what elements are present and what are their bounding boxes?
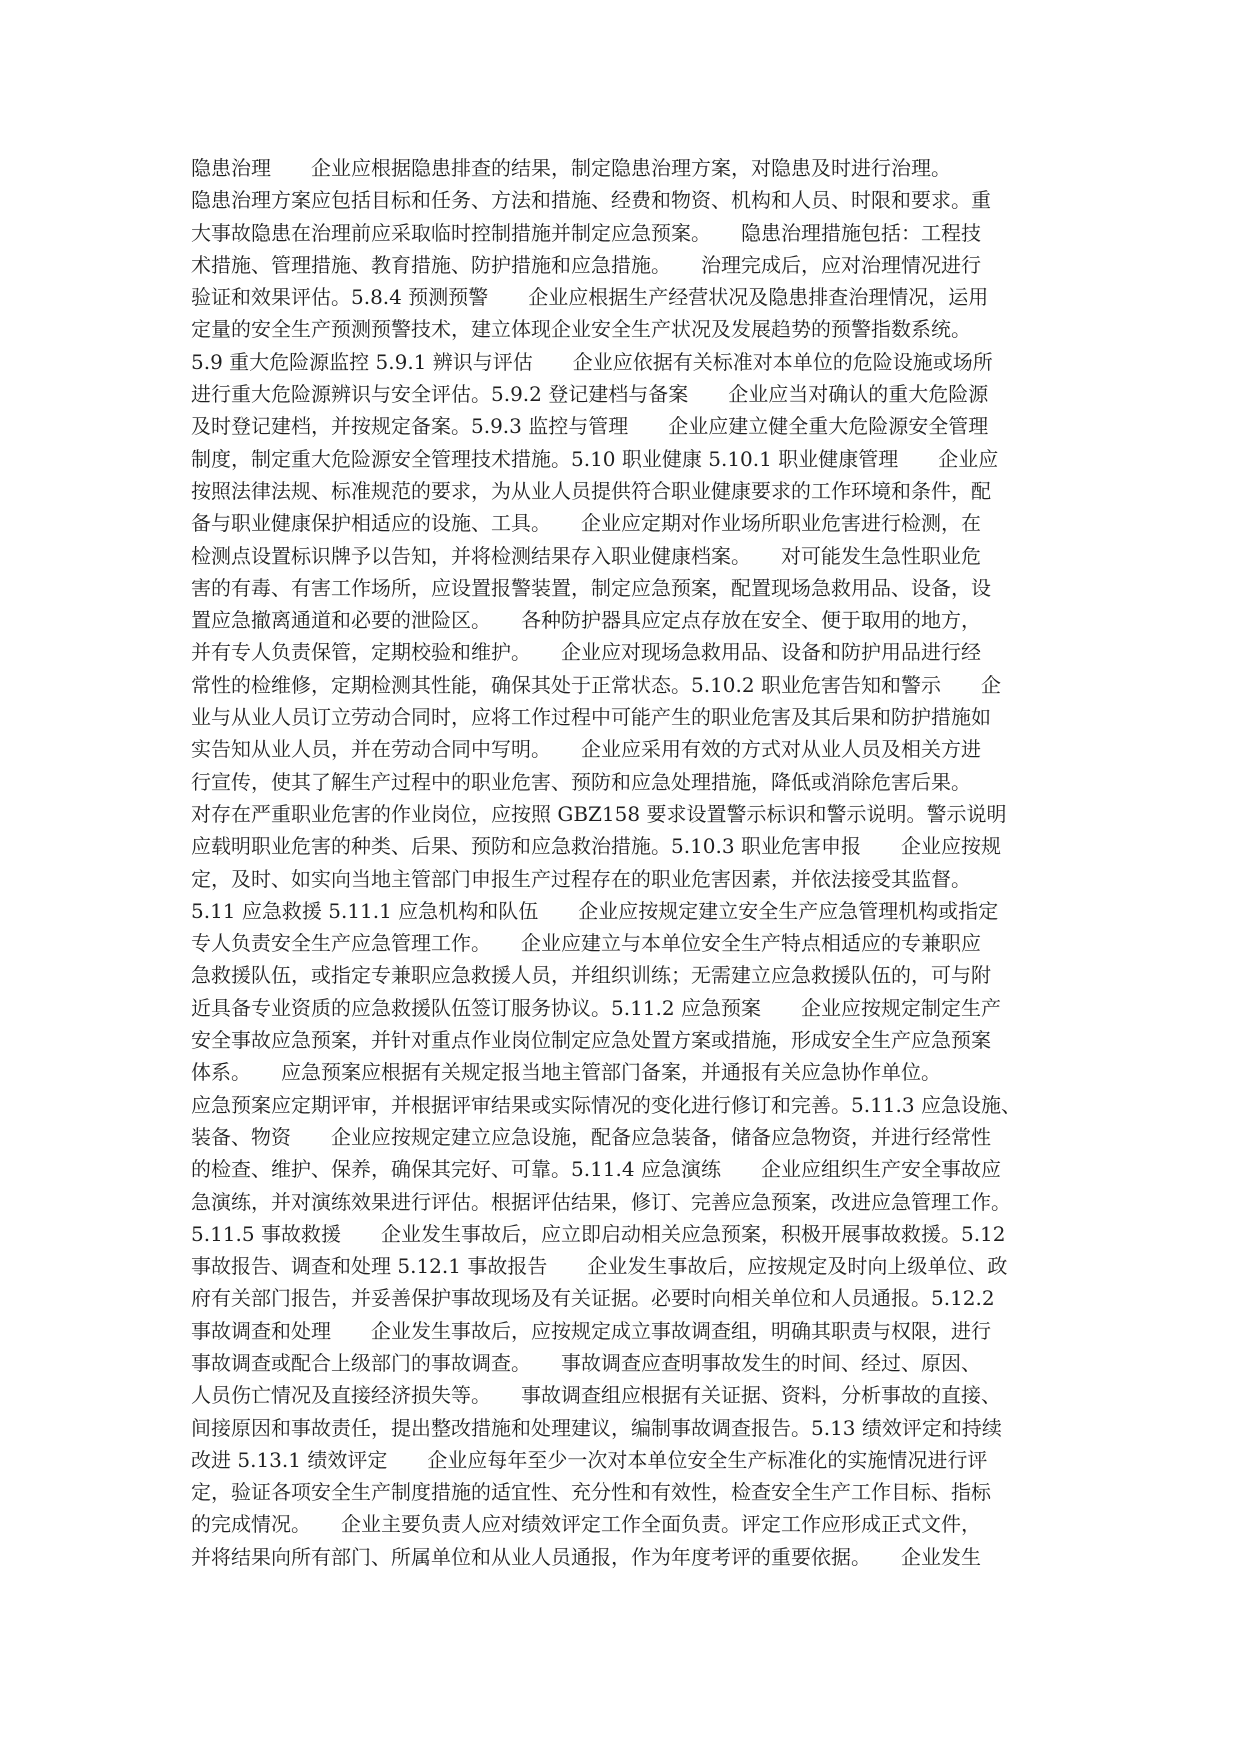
text-line: 术措施、管理措施、教育措施、防护措施和应急措施。 治理完成后，应对治理情况进行 xyxy=(191,252,981,277)
text-line: 备与职业健康保护相适应的设施、工具。 企业应定期对作业场所职业危害进行检测，在 xyxy=(191,511,981,536)
text-line: 近具备专业资质的应急救援队伍签订服务协议。5.11.2 应急预案 企业应按规定制定生产 xyxy=(191,995,1001,1020)
text-line: 安全事故应急预案，并针对重点作业岗位制定应急处置方案或措施，形成安全生产应急预案 xyxy=(191,1028,991,1053)
text-line: 的完成情况。 企业主要负责人应对绩效评定工作全面负责。评定工作应形成正式文件， xyxy=(191,1512,981,1537)
text-line: 并有专人负责保管，定期校验和维护。 企业应对现场急救用品、设备和防护用品进行经 xyxy=(191,640,981,665)
text-line: 5.11 应急救援 5.11.1 应急机构和队伍 企业应按规定建立安全生产应急管理机构或指定 xyxy=(191,898,999,923)
text-line: 专人负责安全生产应急管理工作。 企业应建立与本单位安全生产特点相适应的专兼职应 xyxy=(191,931,981,956)
text-line: 府有关部门报告，并妥善保护事故现场及有关证据。必要时向相关单位和人员通报。5.12.2 xyxy=(191,1286,995,1311)
text-line: 常性的检维修，定期检测其性能，确保其处于正常状态。5.10.2 职业危害告知和警示 企 xyxy=(191,672,1001,697)
text-line: 体系。 应急预案应根据有关规定报当地主管部门备案，并通报有关应急协作单位。 xyxy=(191,1060,941,1085)
text-line: 定量的安全生产预测预警技术，建立体现企业安全生产状况及发展趋势的预警指数系统。 xyxy=(191,317,971,342)
text-line: 及时登记建档，并按规定备案。5.9.3 监控与管理 企业应建立健全重大危险源安全管理 xyxy=(191,414,989,439)
text-line: 事故调查和处理 企业发生事故后，应按规定成立事故调查组，明确其职责与权限，进行 xyxy=(191,1318,991,1343)
text-line: 事故报告、调查和处理 5.12.1 事故报告 企业发生事故后，应按规定及时向上级单位、政 xyxy=(191,1254,1008,1279)
text-line: 隐患治理方案应包括目标和任务、方法和措施、经费和物资、机构和人员、时限和要求。重 xyxy=(191,188,991,213)
text-line: 5.9 重大危险源监控 5.9.1 辨识与评估 企业应依据有关标准对本单位的危险设施或场所 xyxy=(191,349,993,374)
text-line: 对存在严重职业危害的作业岗位，应按照 GBZ158 要求设置警示标识和警示说明。警示说明 xyxy=(191,801,1007,826)
text-line: 应急预案应定期评审，并根据评审结果或实际情况的变化进行修订和完善。5.11.3 应急设施、 xyxy=(191,1092,1021,1117)
text-line: 制度，制定重大危险源安全管理技术措施。5.10 职业健康 5.10.1 职业健康管理 企业应 xyxy=(191,446,999,471)
text-line: 装备、物资 企业应按规定建立应急设施，配备应急装备，储备应急物资，并进行经常性 xyxy=(191,1124,991,1149)
text-line: 行宣传，使其了解生产过程中的职业危害、预防和应急处理措施，降低或消除危害后果。 xyxy=(191,769,971,794)
text-line: 应载明职业危害的种类、后果、预防和应急救治措施。5.10.3 职业危害申报 企业应按规 xyxy=(191,834,1001,859)
text-line: 定，验证各项安全生产制度措施的适宜性、充分性和有效性，检查安全生产工作目标、指标 xyxy=(191,1480,991,1505)
text-line: 隐患治理 企业应根据隐患排查的结果，制定隐患治理方案，对隐患及时进行治理。 xyxy=(191,156,951,180)
text-line: 事故调查或配合上级部门的事故调查。 事故调查应查明事故发生的时间、经过、原因、 xyxy=(191,1350,981,1375)
document-body xyxy=(191,152,1091,1573)
text-line: 人员伤亡情况及直接经济损失等。 事故调查组应根据有关证据、资料，分析事故的直接、 xyxy=(191,1383,1001,1408)
text-line: 验证和效果评估。5.8.4 预测预警 企业应根据生产经营状况及隐患排查治理情况，运用 xyxy=(191,285,989,310)
text-line: 害的有毒、有害工作场所，应设置报警装置，制定应急预案，配置现场急救用品、设备，设 xyxy=(191,575,991,600)
text-line: 定，及时、如实向当地主管部门申报生产过程存在的职业危害因素，并依法接受其监督。 xyxy=(191,866,971,891)
text-line: 检测点设置标识牌予以告知，并将检测结果存入职业健康档案。 对可能发生急性职业危 xyxy=(191,543,981,568)
text-line: 实告知从业人员，并在劳动合同中写明。 企业应采用有效的方式对从业人员及相关方进 xyxy=(191,737,981,762)
text-line: 业与从业人员订立劳动合同时，应将工作过程中可能产生的职业危害及其后果和防护措施如 xyxy=(191,705,991,730)
text-line: 改进 5.13.1 绩效评定 企业应每年至少一次对本单位安全生产标准化的实施情况进行评 xyxy=(191,1447,988,1472)
text-line: 进行重大危险源辨识与安全评估。5.9.2 登记建档与备案 企业应当对确认的重大危险源 xyxy=(191,382,989,407)
text-line: 大事故隐患在治理前应采取临时控制措施并制定应急预案。 隐患治理措施包括：工程技 xyxy=(191,220,981,245)
text-line: 并将结果向所有部门、所属单位和从业人员通报，作为年度考评的重要依据。 企业发生 xyxy=(191,1544,981,1569)
text-line: 急演练，并对演练效果进行评估。根据评估结果，修订、完善应急预案，改进应急管理工作。 xyxy=(191,1189,1011,1214)
text-line: 急救援队伍，或指定专兼职应急救援人员，并组织训练；无需建立应急救援队伍的，可与附 xyxy=(191,963,991,988)
text-line: 5.11.5 事故救援 企业发生事故后，应立即启动相关应急预案，积极开展事故救援。5.12 xyxy=(191,1221,1006,1246)
text-line: 的检查、维护、保养，确保其完好、可靠。5.11.4 应急演练 企业应组织生产安全事故应 xyxy=(191,1157,1001,1182)
text-line: 按照法律法规、标准规范的要求，为从业人员提供符合职业健康要求的工作环境和条件，配 xyxy=(191,478,991,503)
text-line: 置应急撤离通道和必要的泄险区。 各种防护器具应定点存放在安全、便于取用的地方， xyxy=(191,608,981,633)
text-line: 间接原因和事故责任，提出整改措施和处理建议，编制事故调查报告。5.13 绩效评定和持续 xyxy=(191,1415,1002,1440)
